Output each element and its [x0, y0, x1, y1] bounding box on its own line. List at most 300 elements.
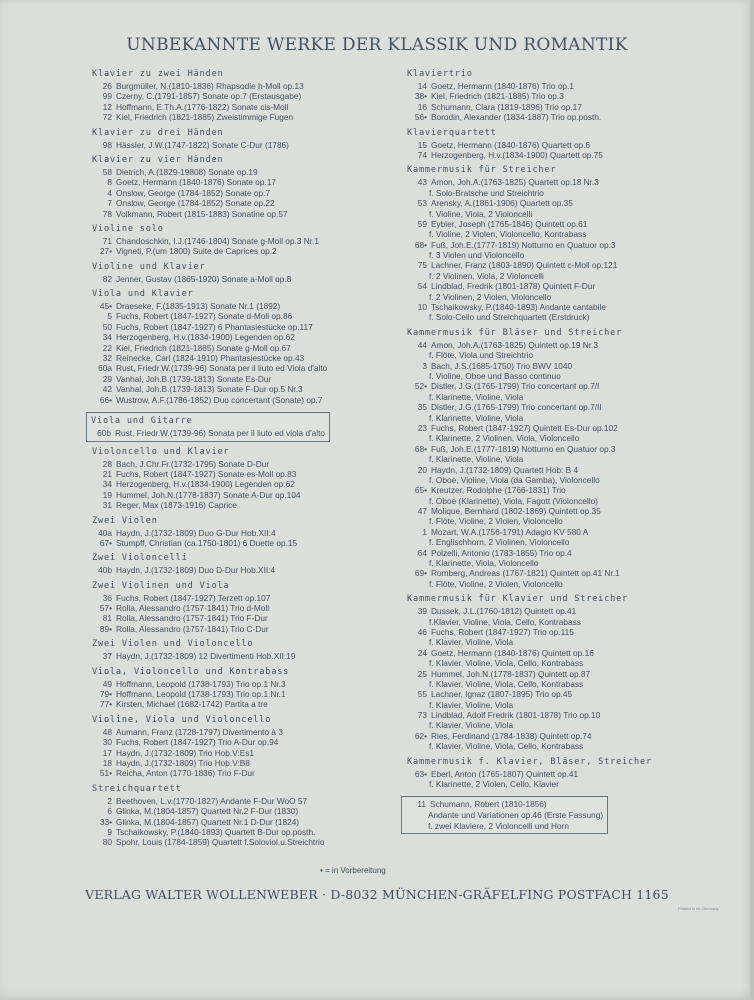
catalog-entry — [92, 311, 392, 321]
catalog-entry — [92, 613, 392, 623]
section-heading: Kammermusik für Bläser und Streicher — [407, 327, 623, 338]
entry-number: 58 — [102, 166, 112, 177]
entry-text: f. Klavier, Violine, Viola — [429, 637, 514, 648]
entry-detail — [407, 558, 727, 568]
entry-number: 37 — [102, 651, 112, 662]
section-heading: Zwei Violen und Violoncello — [92, 639, 254, 650]
catalog-entry — [407, 465, 727, 475]
entry-text: Jenner, Gustav (1865-1920) Sonate a-Moll op.8 — [116, 273, 292, 284]
entry-number: 23 — [417, 422, 427, 433]
entry-text: Reicha, Anton (1770-1836) Trio F-Dur — [116, 768, 255, 779]
entry-text: f. Klavier, Violine, Viola, Cello, Kontrabass — [429, 658, 584, 669]
catalog-entry — [407, 340, 727, 350]
entry-text: f. 2 Violinen, Viola, 2 Violoncelli — [429, 270, 544, 281]
entry-text: f. Violine, Oboe und Basso continuo — [429, 370, 561, 381]
entry-number: 60b — [97, 427, 111, 438]
section-heading: Kammermusik f. Klavier, Bläser, Streicher — [407, 756, 652, 767]
catalog-entry — [92, 236, 392, 246]
entry-number: 57• — [99, 603, 112, 614]
catalog-entry — [92, 188, 392, 198]
entry-text: Chandoschkin, I.J.(1746-1804) Sonate g-Moll op.3 Nr.1 — [116, 235, 319, 246]
entry-text: Lachner, Franz (1803-1890) Quintett c-Moll op.121 — [431, 260, 618, 271]
entry-number: 64 — [417, 547, 427, 558]
entry-number: 63• — [414, 768, 427, 779]
catalog-entry — [407, 568, 727, 578]
section-heading: Klaviertrio — [407, 69, 473, 79]
entry-text: Rolla, Alessandro (1757-1841) Trio d-Moll — [116, 603, 270, 614]
entry-text: Bach, J.Chr.Fr.(1732-1795) Sonate D-Dur — [116, 458, 270, 469]
catalog-entry — [92, 140, 392, 150]
entry-number: 62• — [414, 730, 427, 741]
entry-number: 33• — [99, 816, 112, 827]
catalog-entry — [407, 140, 727, 150]
entry-number: 5 — [107, 311, 112, 322]
entry-text: Fuchs, Robert (1847-1927) Quintett Es-Dur op.102 — [431, 422, 618, 433]
entry-number: 31 — [102, 500, 112, 511]
catalog-entry — [407, 731, 727, 741]
entry-detail — [407, 496, 727, 506]
catalog-entry — [407, 177, 727, 187]
catalog-entry — [92, 817, 392, 827]
entry-text: Hoffmann, E.Th.A.(1776-1822) Sonate cis-Moll — [116, 101, 289, 112]
catalog-entry — [92, 246, 392, 256]
entry-number: 78 — [102, 208, 112, 219]
section-violine-viola-und-violoncello — [92, 714, 392, 779]
catalog-entry — [407, 219, 727, 229]
entry-text: Fuchs, Robert (1847-1927) Trio op.115 — [431, 626, 574, 637]
catalog-entry — [92, 593, 392, 603]
entry-text: Kiel, Friedrich (1821-1885) Trio op.3 — [431, 91, 564, 102]
entry-text: Rolla, Alessandro (1757-1841) Trio F-Dur — [116, 613, 268, 624]
entry-text: Haydn, J.(1732-1809) Trio Hob.V:Es1 — [116, 747, 255, 758]
entry-detail — [406, 810, 603, 821]
catalog-entry — [407, 91, 727, 101]
section-klaviertrio — [407, 68, 727, 123]
entry-number: 81 — [102, 613, 112, 624]
entry-number: 4 — [107, 187, 112, 198]
entry-text: Haydn, J.(1732-1809) Trio Hob.V:B8 — [116, 758, 250, 768]
section-viola-violoncello-und-kontrabass — [92, 666, 392, 710]
entry-number: 1 — [422, 526, 427, 537]
entry-text: Beethoven, L.v.(1770-1827) Andante F-Dur WoO 57 — [116, 795, 308, 806]
entry-text: Vigneti, P.(um 1800) Suite de Caprices op.2 — [116, 246, 277, 257]
catalog-entry — [92, 768, 392, 778]
entry-text: Romberg, Andreas (1767-1821) Quintett op.41 Nr.1 — [431, 568, 620, 579]
section-heading: Viola und Klavier — [92, 289, 194, 300]
entry-number: 48 — [102, 726, 112, 737]
section-heading: Kammermusik für Streicher — [407, 165, 557, 176]
entry-detail — [407, 779, 727, 789]
entry-text: Haydn, J.(1732-1809) Quartett Hob: B 4 — [431, 464, 579, 475]
entry-text: Herzogenberg, H.v.(1834-1900) Quartett op.75 — [431, 149, 603, 160]
entry-text: Goetz, Hermann (1840-1876) Sonate op.17 — [116, 177, 277, 188]
entry-number: 47 — [417, 506, 427, 517]
entry-text: Czerny, C.(1791-1857) Sonate op.7 (Erstausgabe) — [116, 91, 302, 102]
entry-text: Fuß, Joh.E.(1777-1819) Notturno en Quatuor op.3 — [431, 443, 616, 454]
catalog-entry — [407, 648, 727, 658]
section-klavier-zu-vier-händen — [92, 154, 392, 219]
entry-text: Bach, J.S.(1685-1750) Trio BWV 1040 — [431, 360, 573, 371]
section-heading: Klavier zu drei Händen — [92, 127, 224, 138]
entry-number: 68• — [414, 443, 427, 454]
entry-number: 56• — [414, 112, 427, 123]
section-violine-solo — [92, 223, 392, 257]
entry-text: f. Flöte, Violine, 2 Violen, Violoncello — [429, 516, 563, 527]
entry-text: f. Klarinette, 2 Violinen, Viola, Violoncello — [429, 433, 580, 444]
entry-text: f. Solo-Bratsche und Streichtrio — [429, 187, 544, 198]
entry-number: 55 — [417, 689, 427, 700]
section-gap — [407, 789, 727, 793]
entry-text: Fuß, Joh.E.(1777-1819) Notturno en Quatuor op.3 — [431, 239, 616, 250]
entry-number: 60a — [98, 363, 112, 374]
entry-text: Lindblad, Adolf Fredrik (1801-1878) Trio op.10 — [431, 710, 601, 721]
catalog-entry — [407, 423, 727, 433]
entry-detail — [407, 658, 727, 668]
page-edge — [750, 0, 754, 1000]
catalog-entry — [92, 102, 392, 112]
section-boxed — [401, 796, 608, 834]
catalog-entry — [407, 260, 727, 270]
publisher-footer: VERLAG WALTER WOLLENWEBER · D-8032 MÜNCHEN-GRÄFELFING POSTFACH 1165 — [85, 887, 669, 902]
entry-text: f. Flöte, Viola und Streichtrio — [429, 350, 534, 361]
entry-number: 14 — [417, 81, 427, 91]
catalog-entry — [92, 384, 392, 394]
entry-text: Hoffmann, Leopold (1738-1793) Trio op.1 Nr.3 — [116, 678, 286, 689]
catalog-entry — [92, 395, 392, 405]
entry-number: 28 — [102, 458, 112, 469]
catalog-entry — [92, 796, 392, 806]
entry-number: 42 — [102, 384, 112, 395]
entry-text: Haydn, J.(1732-1809) Duo G-Dur Hob.XII:4 — [116, 527, 276, 538]
entry-text: Glinka, M.(1804-1857) Quartett Nr.1 D-Dur (1824) — [116, 816, 300, 827]
entry-text: Rust, Friedr.W.(1739-96) Sonata per il liuto ed viola d'alto — [115, 427, 326, 438]
entry-text: Eybler, Joseph (1765-1846) Quintett op.61 — [431, 218, 588, 229]
entry-number: 16 — [417, 101, 427, 112]
entry-detail — [407, 720, 727, 730]
catalog-entry — [92, 748, 392, 758]
entry-number: 53 — [417, 198, 427, 209]
entry-detail — [407, 637, 727, 647]
entry-text: Glinka, M.(1804-1857) Quartett Nr.2 F-Dur (1830) — [116, 806, 299, 817]
catalog-entry — [92, 624, 392, 634]
entry-text: f. Solo-Cello und Streichquartett (Erstdruck) — [429, 312, 590, 323]
catalog-entry — [92, 689, 392, 699]
catalog-entry — [92, 177, 392, 187]
entry-number: 51• — [99, 768, 112, 779]
entry-detail — [407, 579, 727, 589]
entry-detail — [407, 741, 727, 751]
entry-text: Onslow, George (1784-1852) Sonate op.7 — [116, 187, 271, 198]
catalog-entry — [407, 506, 727, 516]
catalog-entry — [407, 81, 727, 91]
entry-text: Kiel, Friedrich (1821-1885) Sonate g-Moll op.67 — [116, 342, 291, 353]
catalog-entry — [92, 209, 392, 219]
entry-text: Wustrow, A.F.(1786-1852) Duo concertant (Sonate) op.7 — [116, 394, 323, 405]
catalog-entry — [92, 198, 392, 208]
entry-number: 30 — [102, 737, 112, 748]
entry-detail — [407, 433, 727, 443]
entry-number: 34 — [102, 332, 112, 343]
entry-text: Dietrich, A.(1829-19808) Sonate op.19 — [116, 166, 258, 177]
entry-number: 45• — [99, 301, 112, 312]
entry-text: f. Oboe, Violine, Viola (da Gamba), Violoncello — [429, 474, 600, 485]
section-heading: Viola und Gitarre — [91, 415, 193, 426]
entry-number: 2 — [107, 795, 112, 806]
entry-number: 25 — [417, 668, 427, 679]
entry-text: Polzelli, Antonio (1783-1855) Trio op.4 — [431, 547, 572, 558]
entry-text: Schumann, Robert (1810-1856) — [430, 799, 547, 810]
entry-number: 17 — [102, 747, 112, 758]
catalog-entry — [92, 565, 392, 575]
catalog-entry — [92, 91, 392, 101]
catalog-entry — [92, 679, 392, 689]
section-gap — [92, 405, 392, 409]
entry-text: f. Klarinette, Violine, Viola — [429, 454, 524, 465]
entry-number: 18 — [102, 758, 112, 768]
entry-text: Arensky, A.(1861-1906) Quartett op.35 — [431, 198, 573, 209]
entry-number: 40a — [98, 527, 112, 538]
section-heading: Violoncello und Klavier — [92, 446, 230, 457]
entry-text: f. zwei Klaviere, 2 Violoncelli und Horn — [428, 820, 569, 831]
catalog-entry — [92, 758, 392, 768]
section-kammermusik-für-streicher — [407, 164, 727, 322]
catalog-entry — [92, 500, 392, 510]
entry-number: 19 — [102, 489, 112, 500]
catalog-entry — [91, 428, 325, 439]
section-klavierquartett — [407, 127, 727, 161]
entry-detail — [407, 312, 727, 322]
section-klavier-zu-drei-händen — [92, 127, 392, 150]
catalog-entry — [407, 198, 727, 208]
entry-number: 7 — [107, 198, 112, 209]
entry-text: Andante und Variationen op.46 (Erste Fassung) — [428, 810, 604, 821]
catalog-entry — [92, 651, 392, 661]
entry-number: 29 — [102, 373, 112, 384]
entry-text: Aumann, Franz (1728-1797) Divertimento à 3 — [116, 726, 283, 737]
entry-number: 12 — [102, 101, 112, 112]
entry-text: Volkmann, Robert (1815-1883) Sonatine op.57 — [116, 208, 288, 219]
section-kammermusik-für-bläser-und-streicher — [407, 327, 727, 589]
entry-number: 6 — [107, 806, 112, 817]
entry-number: 73 — [417, 710, 427, 721]
entry-number: 40b — [98, 565, 112, 576]
entry-detail — [407, 413, 727, 423]
entry-detail — [407, 537, 727, 547]
entry-number: 67• — [99, 537, 112, 548]
entry-detail — [407, 475, 727, 485]
section-streichquartett — [92, 783, 392, 848]
entry-text: Rust, Friedr.W.(1739-96) Sonata per il liuto ed Viola d'alto — [116, 363, 328, 374]
catalog-entry — [407, 669, 727, 679]
section-heading: Kammermusik für Klavier und Streicher — [407, 594, 629, 605]
entry-number: 34 — [102, 479, 112, 490]
catalog-entry — [92, 343, 392, 353]
entry-text: Fuchs, Robert (1847-1927) Trio A-Dur op.94 — [116, 737, 279, 748]
entry-text: Mozart, W.A.(1756-1791) Adagio KV 580 A — [431, 526, 589, 537]
entry-text: Herzogenberg, H.v.(1834-1900) Legenden op.62 — [116, 332, 295, 343]
catalog-entry — [92, 806, 392, 816]
entry-text: Distler, J.G.(1765-1799) Trio concertant op.7/I — [431, 381, 600, 392]
entry-number: 59 — [417, 218, 427, 229]
entry-text: f. Flöte, Violine, 2 Violen, Violoncello — [429, 578, 563, 589]
catalog-entry — [92, 112, 392, 122]
entry-text: Haydn, J.(1732-1809) Duo D-Dur Hob.XII:4 — [116, 565, 276, 576]
catalog-entry — [92, 490, 392, 500]
entry-text: Dussek, J.L.(1760-1812) Quintett op.41 — [431, 606, 577, 617]
catalog-entry — [407, 444, 727, 454]
entry-text: Stumpff, Christian (ca.1750-1801) 6 Duette op.15 — [116, 537, 298, 548]
catalog-entry — [406, 799, 603, 810]
entry-number: 24 — [417, 647, 427, 658]
entry-text: f. Klavier, Violine, Viola, Cello, Kontrabass — [429, 678, 584, 689]
section-viola-und-gitarre — [86, 412, 330, 442]
entry-number: 26 — [102, 81, 112, 91]
entry-text: Borodin, Alexander (1834-1887) Trio op.posth. — [431, 112, 602, 123]
entry-number: 44 — [417, 339, 427, 350]
entry-number: 72 — [102, 112, 112, 123]
catalog-entry — [92, 459, 392, 469]
entry-text: Kiel, Friedrich (1821-1885) Zweistimmige Fugen — [116, 112, 294, 123]
entry-number: 46 — [417, 626, 427, 637]
entry-number: 69• — [414, 568, 427, 579]
entry-number: 52• — [414, 381, 427, 392]
entry-detail — [407, 250, 727, 260]
catalog-entry — [407, 710, 727, 720]
entry-text: Vanhal, Joh.B.(1739-1813) Sonate F-Dur op.5 Nr.3 — [116, 384, 303, 395]
catalog-entry — [92, 353, 392, 363]
entry-number: 54 — [417, 281, 427, 292]
entry-detail — [407, 229, 727, 239]
entry-number: 27• — [99, 246, 112, 257]
catalog-entry — [407, 102, 727, 112]
entry-number: 36 — [102, 592, 112, 603]
entry-text: Burgmüller, N.(1810-1836) Rhapsodie h-Moll op.13 — [116, 81, 304, 91]
section-heading: Zwei Violen — [92, 515, 158, 526]
entry-text: f. Klarinette, Violine, Viola — [429, 412, 524, 423]
catalog-entry — [407, 402, 727, 412]
entry-text: Distler, J.G.(1765-1799) Trio concertant op.7/II — [431, 402, 602, 413]
catalog-entry — [92, 301, 392, 311]
entry-text: Spohr, Louis (1784-1859) Quartett f.Soloviol.u.Streichtrio — [116, 837, 325, 848]
section-heading: Klavier zu zwei Händen — [92, 69, 224, 79]
catalog-entry — [407, 485, 727, 495]
section-zwei-violen-und-violoncello — [92, 638, 392, 661]
entry-number: 32 — [102, 353, 112, 364]
section-heading: Zwei Violinen und Viola — [92, 580, 230, 591]
entry-number: 98 — [102, 139, 112, 150]
catalog-entry — [407, 527, 727, 537]
entry-number: 11 — [417, 799, 426, 810]
catalog-entry — [92, 167, 392, 177]
entry-detail — [407, 271, 727, 281]
entry-text: f. Violine, 2 Violen, Violoncello, Kontrabass — [429, 229, 587, 240]
catalog-entry — [407, 689, 727, 699]
entry-detail — [407, 292, 727, 302]
section-violine-und-klavier — [92, 261, 392, 284]
catalog-entry — [92, 727, 392, 737]
entry-number: 9 — [107, 826, 112, 837]
entry-number: 74 — [417, 149, 427, 160]
entry-number: 39 — [417, 606, 427, 617]
entry-detail — [407, 516, 727, 526]
entry-text: f. 3 Violen und Violoncello — [429, 250, 525, 261]
entry-number: 68• — [414, 239, 427, 250]
section-viola-und-klavier — [92, 288, 392, 405]
entry-number: 38• — [414, 91, 427, 102]
entry-number: 8 — [107, 177, 112, 188]
catalog-entry — [407, 150, 727, 160]
catalog-entry — [92, 827, 392, 837]
section-zwei-violinen-und-viola — [92, 580, 392, 635]
entry-text: Hummel, Joh.N.(1778-1837) Sonate A-Dur op.104 — [116, 489, 301, 500]
section-heading: Viola, Violoncello und Kontrabass — [92, 666, 290, 677]
catalog-entry — [92, 737, 392, 747]
entry-detail — [407, 209, 727, 219]
entry-text: f. Englischhorn, 2 Violinen, Violoncello — [429, 537, 570, 548]
entry-text: Goetz, Hermann (1840-1876) Quintett op.16 — [431, 647, 594, 658]
section-gap — [92, 848, 392, 852]
entry-text: f. Klarinette, Viola, Violoncello — [429, 558, 539, 569]
entry-text: Herzogenberg, H.v.(1834-1900) Legenden op.62 — [116, 479, 295, 490]
catalog-entry — [92, 479, 392, 489]
entry-number: 3 — [422, 360, 427, 371]
entry-text: Hoffmann, Leopold (1738-1793) Trio op.1 Nr.1 — [116, 689, 286, 700]
entry-number: 15 — [417, 139, 427, 150]
entry-text: f. Klarinette, 2 Violen, Cello, Klavier — [429, 779, 559, 790]
entry-detail — [407, 679, 727, 689]
section-heading: Streichquartett — [92, 783, 182, 794]
printed-in-note: Printed in W.-Germany — [678, 906, 719, 911]
entry-detail — [406, 821, 603, 832]
section-heading: Violine solo — [92, 223, 164, 234]
catalog-entry — [92, 538, 392, 548]
entry-text: Amon, Joh.A.(1763-1825) Quintett op.19 Nr.3 — [431, 339, 598, 350]
entry-number: 65• — [414, 485, 427, 496]
section-heading: Violine und Klavier — [92, 261, 206, 272]
section-kammermusik-für-klavier-und-streicher — [407, 593, 727, 751]
entry-text: Hummel, Joh.N.(1778-1837) Quintett op.87 — [431, 668, 591, 679]
catalog-entry — [92, 322, 392, 332]
entry-detail — [407, 454, 727, 464]
catalog-entry — [92, 332, 392, 342]
entry-number: 75 — [417, 260, 427, 271]
entry-number: 77• — [99, 699, 112, 710]
left-column — [92, 68, 392, 852]
entry-text: f. Klarinette, Violine, Viola — [429, 391, 524, 402]
entry-text: Tschaikowsky, P.(1840-1893) Andante cantabile — [431, 302, 606, 313]
page-title: UNBEKANNTE WERKE DER KLASSIK UND ROMANTIK — [126, 35, 628, 55]
entry-text: Ries, Ferdinand (1784-1838) Quintett op.74 — [431, 730, 592, 741]
entry-text: Fuchs, Robert (1847-1927) Terzett op.107 — [116, 592, 271, 603]
catalog-entry — [407, 361, 727, 371]
entry-text: f. Oboe (Klarinette), Viola, Fagott (Violoncello) — [429, 495, 598, 506]
entry-detail — [407, 392, 727, 402]
catalog-entry — [407, 112, 727, 122]
entry-text: Schumann, Clara (1819-1896) Trio op.17 — [431, 101, 582, 112]
catalog-entry — [92, 363, 392, 373]
entry-text: Eberl, Anton (1765-1807) Quintett op.41 — [431, 768, 579, 779]
catalog-entry — [407, 281, 727, 291]
catalog-entry — [92, 274, 392, 284]
section-zwei-violoncelli — [92, 552, 392, 575]
entry-text: f. Violine, Viola, 2 Violoncelli — [429, 208, 533, 219]
entry-text: Reger, Max (1873-1916) Caprice — [116, 500, 237, 511]
entry-number: 89• — [99, 623, 112, 634]
catalog-entry — [92, 603, 392, 613]
entry-text: f. Klavier, Violine, Viola, Cello, Kontrabass — [429, 741, 584, 752]
entry-text: Goetz, Hermann (1840-1876) Trio op.1 — [431, 81, 574, 91]
catalog-entry — [407, 381, 727, 391]
